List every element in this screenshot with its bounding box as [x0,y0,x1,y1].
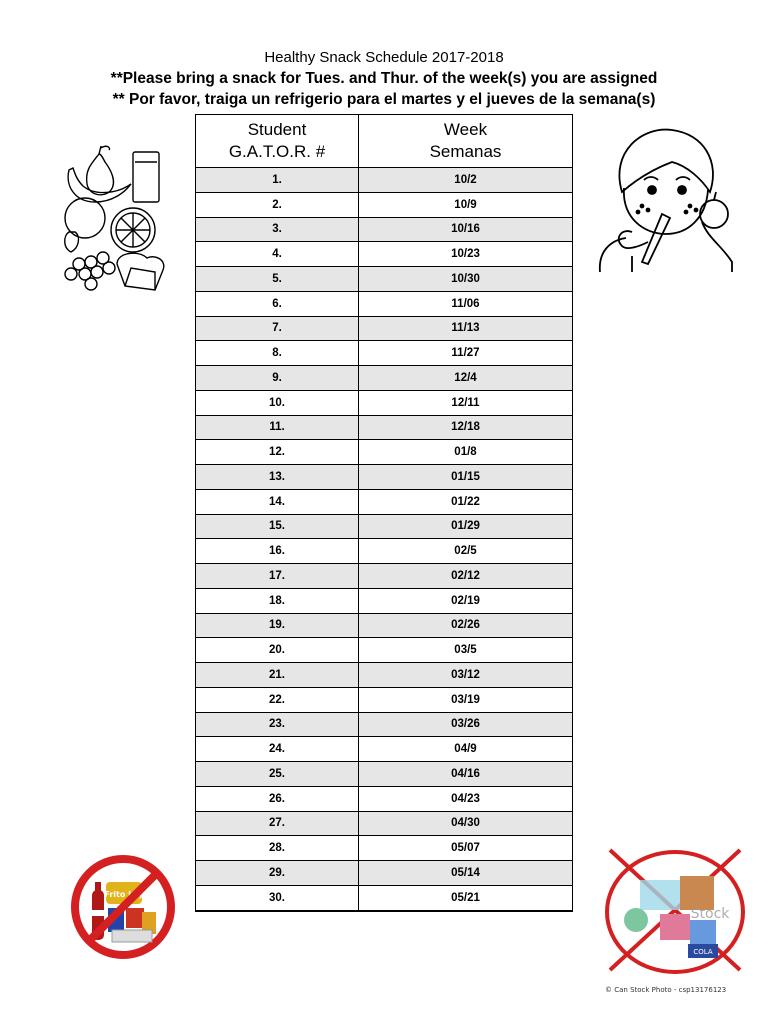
student-number-cell: 8. [196,341,359,366]
page-title: Healthy Snack Schedule 2017-2018 [264,49,504,66]
apple-icon [700,200,728,228]
table-row [196,267,572,292]
table-row [196,217,572,242]
bread-icon [117,253,164,290]
table-row [196,737,572,762]
student-number-cell: 24. [196,737,359,762]
week-date-cell: 10/9 [359,192,573,217]
student-number-cell: 18. [196,588,359,613]
student-number-cell: 2. [196,192,359,217]
week-date-cell: 11/06 [359,291,573,316]
student-number-cell: 3. [196,217,359,242]
week-date-cell: 10/2 [359,168,573,193]
table-row [196,192,572,217]
week-date-cell: 11/13 [359,316,573,341]
week-date-cell: 01/15 [359,465,573,490]
week-date-cell: 03/5 [359,638,573,663]
carrot-icon [642,214,670,264]
table-row [196,514,572,539]
table-row [196,440,572,465]
table-row [196,861,572,886]
no-junk-food-sign-left [68,852,178,962]
table-row [196,762,572,787]
student-number-cell: 11. [196,415,359,440]
table-row [196,811,572,836]
cola-can-label: COLA [693,948,713,956]
table-row [196,390,572,415]
table-row [196,712,572,737]
student-number-cell: 7. [196,316,359,341]
table-row [196,465,572,490]
week-date-cell: 02/12 [359,564,573,589]
week-date-cell: 04/9 [359,737,573,762]
student-number-cell: 20. [196,638,359,663]
week-date-cell: 10/23 [359,242,573,267]
week-date-cell: 02/5 [359,539,573,564]
column-header-student-line2: G.A.T.O.R. # [228,142,326,161]
student-number-cell: 4. [196,242,359,267]
table-row [196,242,572,267]
table-row [196,588,572,613]
week-date-cell: 03/12 [359,663,573,688]
table-header-row [196,115,572,168]
week-date-cell: 04/23 [359,786,573,811]
pear-icon [87,154,114,195]
student-number-cell: 5. [196,267,359,292]
week-date-cell: 01/22 [359,489,573,514]
table-row [196,539,572,564]
table-row [196,489,572,514]
week-date-cell: 12/18 [359,415,573,440]
table-row [196,786,572,811]
student-number-cell: 6. [196,291,359,316]
page-header [0,48,768,110]
column-header-week-line1: Week [443,120,488,139]
grapes-icon [65,252,115,290]
student-number-cell: 22. [196,687,359,712]
table-row [196,663,572,688]
table-row [196,613,572,638]
student-number-cell: 25. [196,762,359,787]
table-row [196,415,572,440]
student-number-cell: 16. [196,539,359,564]
table-row [196,885,572,910]
week-date-cell: 03/19 [359,687,573,712]
no-junk-food-sign-right [600,840,750,990]
week-date-cell: 04/16 [359,762,573,787]
table-row [196,366,572,391]
week-date-cell: 12/4 [359,366,573,391]
frito-lay-logo: Frito Lay [104,890,144,899]
glass-icon [133,152,159,202]
column-header-student-line1: Student [247,120,307,139]
snack-schedule-table [195,114,573,912]
column-header-student [196,115,359,168]
student-number-cell: 28. [196,836,359,861]
banana-icon [68,168,131,202]
fruit-illustration [55,140,185,300]
table-row [196,564,572,589]
week-date-cell: 12/11 [359,390,573,415]
week-date-cell: 04/30 [359,811,573,836]
table-row [196,836,572,861]
table-row [196,168,572,193]
student-number-cell: 13. [196,465,359,490]
instruction-english: **Please bring a snack for Tues. and Thur. of the week(s) you are assigned [110,70,658,87]
table-row [196,291,572,316]
student-number-cell: 19. [196,613,359,638]
table-row [196,638,572,663]
table-row [196,341,572,366]
student-number-cell: 27. [196,811,359,836]
week-date-cell: 10/30 [359,267,573,292]
image-credit: © Can Stock Photo - csp13176123 [605,986,727,994]
student-number-cell: 1. [196,168,359,193]
kid-eating-illustration [592,122,742,282]
table-row [196,316,572,341]
column-header-week-line2: Semanas [429,142,502,161]
student-number-cell: 23. [196,712,359,737]
week-date-cell: 05/07 [359,836,573,861]
student-number-cell: 15. [196,514,359,539]
week-date-cell: 01/29 [359,514,573,539]
week-date-cell: 02/19 [359,588,573,613]
strawberry-icon [65,232,79,252]
student-number-cell: 14. [196,489,359,514]
column-header-week [359,115,573,168]
student-number-cell: 21. [196,663,359,688]
table-row [196,687,572,712]
week-date-cell: 03/26 [359,712,573,737]
instruction-spanish: ** Por favor, traiga un refrigerio para el martes y el jueves de la semana(s) [112,91,656,108]
stock-watermark: Stock [690,906,730,922]
week-date-cell: 01/8 [359,440,573,465]
week-date-cell: 10/16 [359,217,573,242]
week-date-cell: 05/14 [359,861,573,886]
week-date-cell: 11/27 [359,341,573,366]
student-number-cell: 10. [196,390,359,415]
week-date-cell: 05/21 [359,885,573,910]
student-number-cell: 12. [196,440,359,465]
kid-hair [619,130,713,192]
student-number-cell: 17. [196,564,359,589]
student-number-cell: 9. [196,366,359,391]
student-number-cell: 26. [196,786,359,811]
week-date-cell: 02/26 [359,613,573,638]
student-number-cell: 30. [196,885,359,910]
student-number-cell: 29. [196,861,359,886]
